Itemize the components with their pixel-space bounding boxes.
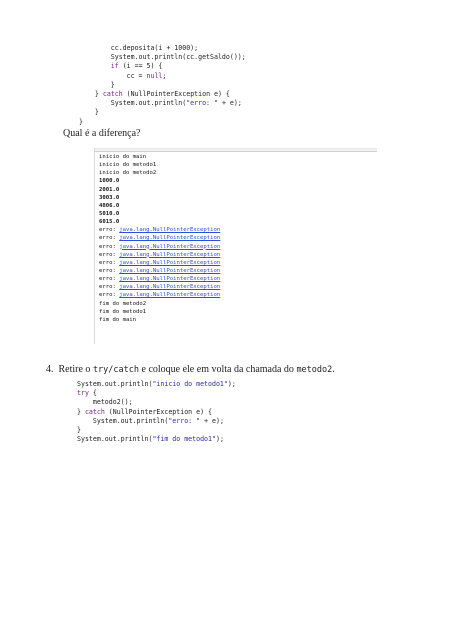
console-text: erro: — [99, 259, 120, 266]
item-text-after: . — [332, 364, 335, 375]
console-text: erro: — [99, 292, 120, 299]
code-text: } — [94, 89, 103, 98]
code-text: } — [94, 108, 99, 117]
code-string: "fim do metodo1" — [152, 435, 216, 444]
console-line — [99, 251, 220, 259]
code-text: System.out.println( — [92, 416, 169, 425]
inline-code-metodo2: metodo2 — [296, 365, 333, 375]
code-text: } — [77, 407, 85, 416]
code-text: System.out.println( — [77, 380, 153, 388]
code-line — [79, 72, 246, 81]
console-text: erro: — [99, 243, 120, 250]
code-line — [77, 426, 236, 435]
code-text: cc.deposita(i + 1000); — [110, 44, 199, 52]
exception-link[interactable]: java.lang.NullPointerException — [119, 251, 221, 258]
code-line — [77, 389, 236, 398]
code-text: + e); — [200, 416, 224, 425]
code-text: (i == 5) { — [118, 62, 163, 71]
code-line — [79, 90, 246, 99]
code-block-top — [79, 44, 246, 127]
code-string: "inicio do metodo1" — [152, 380, 228, 388]
console-line — [99, 316, 220, 324]
console-text: 1000.0 — [99, 178, 120, 185]
exception-link[interactable]: java.lang.NullPointerException — [119, 284, 221, 291]
console-text: 3003.0 — [99, 194, 120, 201]
console-line — [99, 202, 220, 210]
console-text: erro: — [99, 227, 120, 234]
console-toolbar-strip — [95, 148, 377, 152]
console-line — [99, 308, 220, 316]
console-text: erro: — [99, 276, 120, 283]
code-block-bottom — [77, 380, 236, 444]
console-line — [99, 275, 220, 283]
code-text: System.out.println(cc.getSaldo()); — [110, 53, 246, 62]
inline-code-try-catch: try/catch — [92, 365, 139, 375]
code-text: } — [110, 80, 115, 89]
exception-link[interactable]: java.lang.NullPointerException — [119, 259, 221, 266]
exception-link[interactable]: java.lang.NullPointerException — [119, 235, 221, 242]
console-text: 4006.0 — [99, 202, 120, 209]
question-text: Qual é a diferença? — [63, 128, 141, 139]
exception-link[interactable]: java.lang.NullPointerException — [119, 243, 221, 250]
code-keyword: null — [146, 71, 163, 80]
exception-link[interactable]: java.lang.NullPointerException — [119, 227, 221, 234]
item-text-before: Retire o — [58, 364, 91, 375]
console-line — [99, 153, 220, 161]
code-text: ); — [227, 380, 236, 388]
console-line — [99, 194, 220, 202]
exception-link[interactable]: java.lang.NullPointerException — [119, 292, 221, 299]
console-line — [99, 169, 220, 177]
code-keyword: if — [110, 62, 119, 71]
code-line — [77, 398, 236, 407]
console-output-lines — [99, 153, 220, 324]
console-text: erro: — [99, 251, 120, 258]
exception-link[interactable]: java.lang.NullPointerException — [119, 267, 221, 274]
code-text: (NullPointerException e) { — [122, 89, 230, 98]
console-text: 2001.0 — [99, 186, 120, 193]
console-text: fim do metodo2 — [99, 300, 147, 307]
console-text: inicio do metodo2 — [99, 170, 157, 177]
console-line — [99, 186, 220, 194]
code-line — [77, 408, 236, 417]
code-text: System.out.println( — [110, 99, 187, 108]
console-text: erro: — [99, 235, 120, 242]
console-line — [99, 243, 220, 251]
code-text: (NullPointerException e) { — [104, 407, 212, 416]
code-line — [79, 99, 246, 108]
exception-link[interactable]: java.lang.NullPointerException — [119, 276, 221, 283]
console-text: fim do main — [99, 316, 137, 323]
item-number: 4. — [46, 364, 54, 375]
code-line — [79, 44, 246, 53]
code-line — [79, 118, 246, 127]
code-line — [79, 53, 246, 62]
code-line — [79, 81, 246, 90]
console-line — [99, 210, 220, 218]
console-line — [99, 218, 220, 226]
console-line — [99, 291, 220, 299]
console-text: erro: — [99, 284, 120, 291]
code-text: System.out.println( — [77, 435, 153, 444]
code-string: "erro: " — [186, 99, 218, 108]
code-text: cc = — [126, 71, 147, 80]
code-text: ; — [162, 71, 167, 80]
code-line — [77, 380, 236, 389]
code-line — [79, 62, 246, 71]
code-text: } — [79, 117, 83, 126]
code-keyword: try — [77, 389, 89, 398]
console-line — [99, 177, 220, 185]
code-text: { — [88, 389, 97, 398]
item-text-middle: e coloque ele em volta da chamada do — [141, 364, 294, 375]
console-text: inicio do main — [99, 154, 147, 160]
console-line — [99, 267, 220, 275]
code-line — [77, 417, 236, 426]
item-4-instruction — [46, 364, 335, 375]
code-text: + e); — [217, 99, 242, 108]
console-text: 6015.0 — [99, 219, 120, 226]
console-line — [99, 161, 220, 169]
console-output-panel — [94, 148, 377, 344]
console-text: fim do metodo1 — [99, 308, 147, 315]
console-text: inicio do metodo1 — [99, 162, 157, 169]
code-line — [79, 108, 246, 117]
console-line — [99, 300, 220, 308]
code-keyword: catch — [102, 89, 123, 98]
code-text: ); — [215, 435, 224, 444]
console-text: 5010.0 — [99, 210, 120, 217]
code-string: "erro: " — [168, 416, 201, 425]
code-line — [77, 435, 236, 444]
console-line — [99, 259, 220, 267]
code-keyword: catch — [84, 407, 105, 416]
console-line — [99, 226, 220, 234]
console-text: erro: — [99, 267, 120, 274]
code-text: metodo2(); — [92, 398, 133, 407]
code-text: } — [77, 425, 81, 434]
console-line — [99, 234, 220, 242]
console-line — [99, 283, 220, 291]
